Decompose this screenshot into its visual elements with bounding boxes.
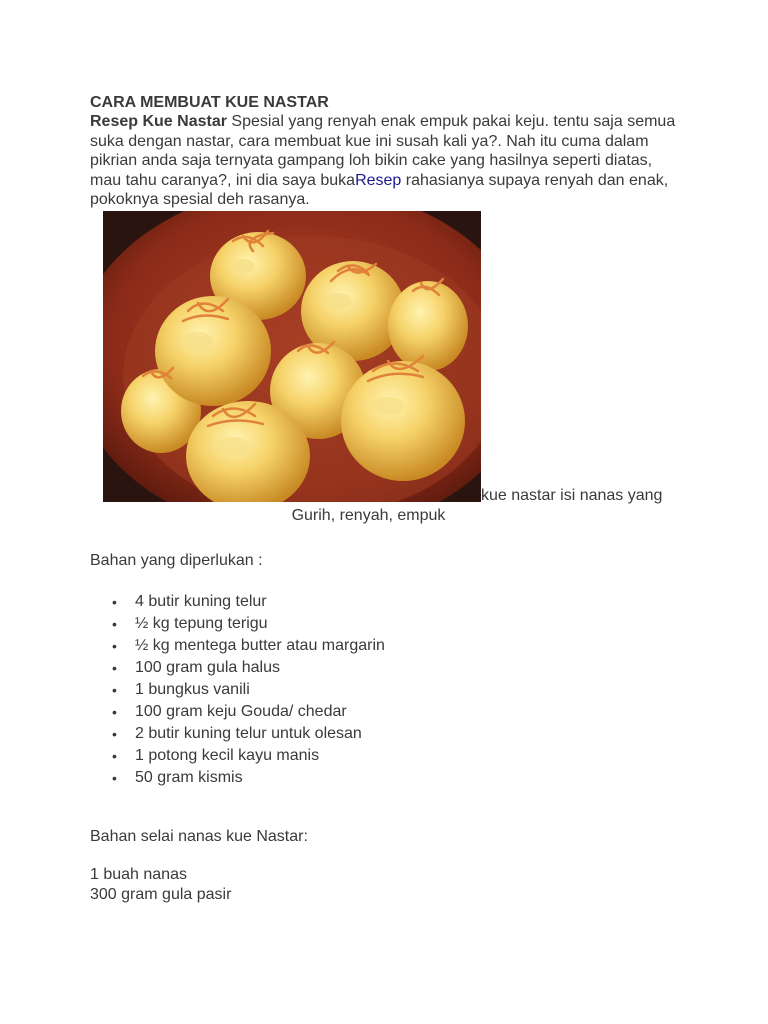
list-item: • 4 butir kuning telur <box>90 591 680 613</box>
bullet-icon: • <box>112 681 117 698</box>
list-item: 1 buah nanas <box>90 865 187 883</box>
ingredients-list <box>90 591 680 789</box>
list-item: • 1 potong kecil kayu manis <box>90 745 680 767</box>
bullet-icon: • <box>112 747 117 764</box>
image-caption-line2: Gurih, renyah, empuk <box>291 506 446 524</box>
intro-text: Spesial yang renyah enak empuk pakai keju. tentu saja semua suka dengan nastar, cara membuat kue ini susah kali ya?. Nah itu cuma dalam pikrian anda saja ternyata gampang loh bikin cake yang hasilnya seperti diatas, mau tahu caranya?, ini dia saya buka <box>90 113 676 189</box>
bullet-icon: • <box>112 637 117 654</box>
list-item: • 100 gram keju Gouda/ chedar <box>90 701 680 723</box>
image-caption-line1: kue nastar isi nanas yang <box>481 486 663 504</box>
bullet-icon: • <box>112 769 117 786</box>
page-title: CARA MEMBUAT KUE NASTAR <box>90 94 329 111</box>
list-item: • ½ kg mentega butter atau margarin <box>90 635 680 657</box>
bullet-icon: • <box>112 593 117 610</box>
bullet-icon: • <box>112 725 117 742</box>
ingredients-heading: Bahan yang diperlukan : <box>90 551 263 569</box>
figure <box>90 211 680 503</box>
jam-ingredients-list <box>90 865 680 905</box>
list-item: • 50 gram kismis <box>90 767 680 789</box>
list-item: • 2 butir kuning telur untuk olesan <box>90 723 680 745</box>
intro-bold-lead: Resep Kue Nastar <box>90 113 227 130</box>
list-item: 300 gram gula pasir <box>90 885 232 903</box>
intro-text-end: rahasianya supaya renyah dan enak, pokoknya spesial deh rasanya. <box>90 171 669 208</box>
jam-heading: Bahan selai nanas kue Nastar: <box>90 827 308 845</box>
list-item: • 1 bungkus vanili <box>90 679 680 701</box>
document-body <box>90 93 680 905</box>
list-item: • ½ kg tepung terigu <box>90 613 680 635</box>
bullet-icon: • <box>112 659 117 676</box>
list-item: • 100 gram gula halus <box>90 657 680 679</box>
bullet-icon: • <box>112 615 117 632</box>
bullet-icon: • <box>112 703 117 720</box>
intro-paragraph <box>90 112 680 210</box>
resep-link[interactable]: Resep <box>355 171 402 189</box>
nastar-cookies-photo <box>103 211 481 502</box>
